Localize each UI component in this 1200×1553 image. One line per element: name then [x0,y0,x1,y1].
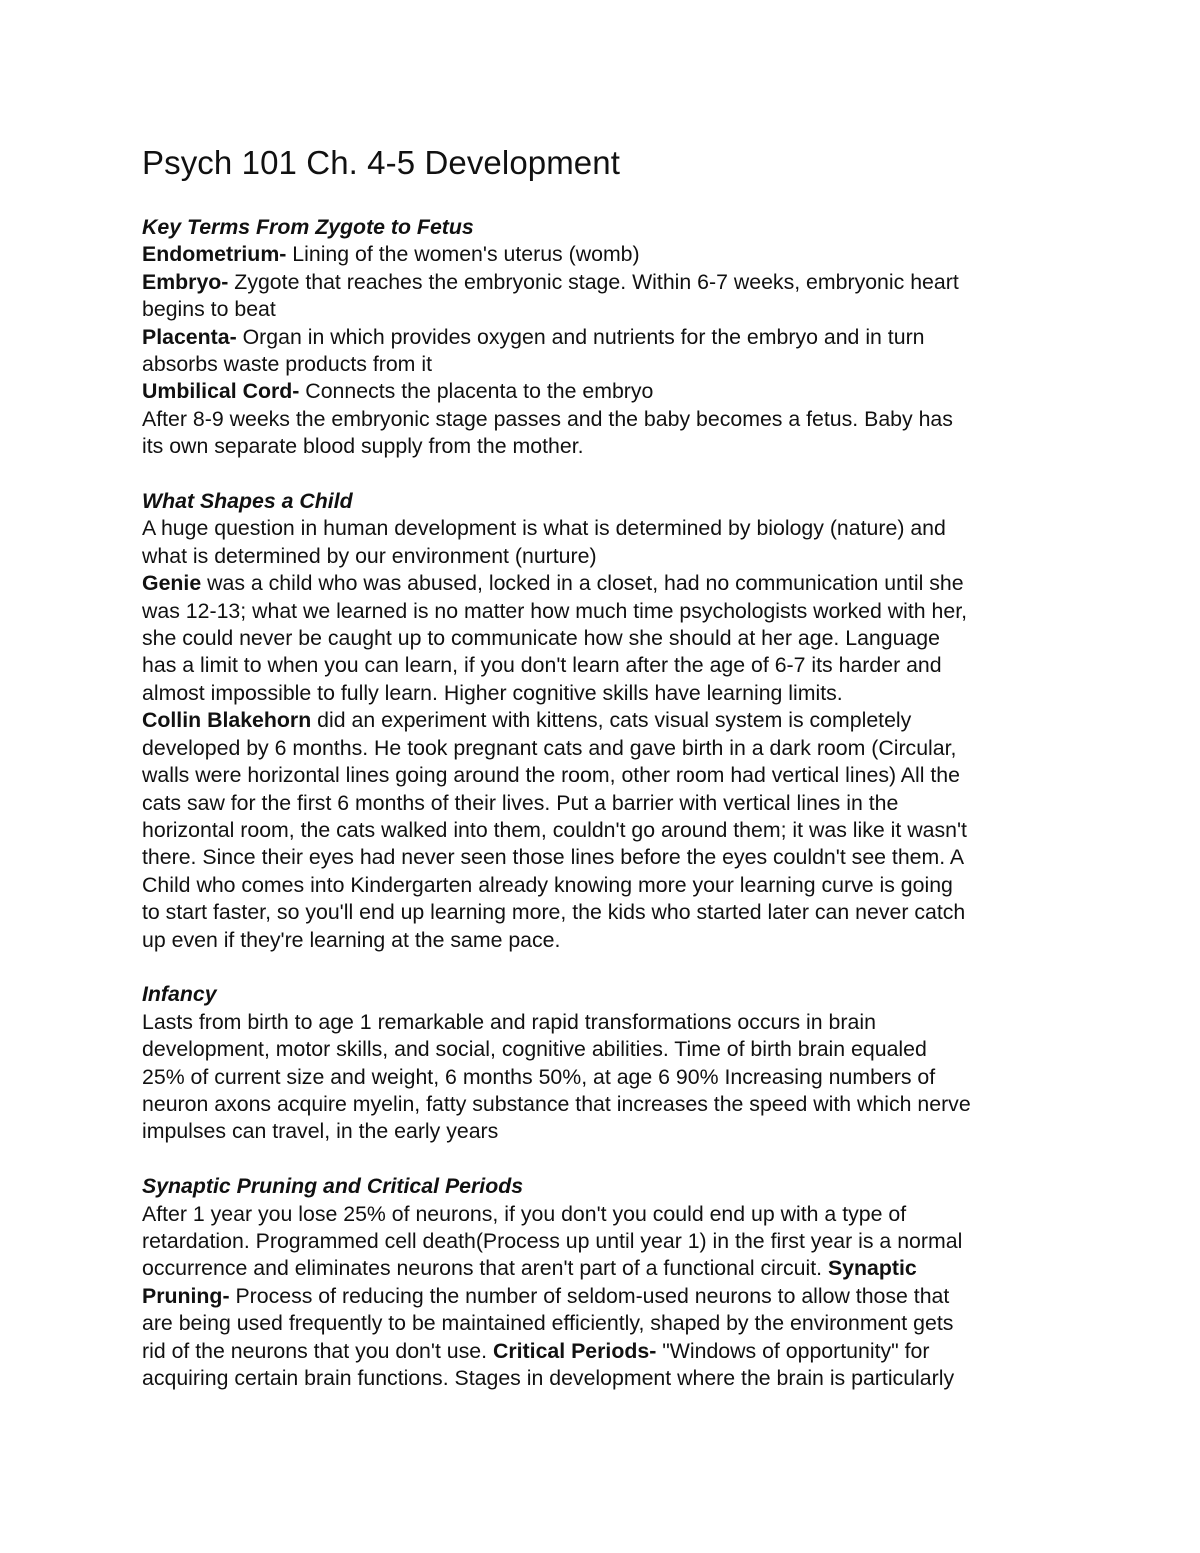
text-line [142,1228,1067,1255]
text-run: development, motor skills, and social, cognitive abilities. Time of birth brain equaled [142,1037,927,1062]
section-heading: Synaptic Pruning and Critical Periods [142,1174,524,1199]
text-run: was 12-13; what we learned is no matter how much time psychologists worked with her, [142,598,968,623]
term-label: Umbilical Cord- [142,379,300,404]
text-line [142,790,1067,817]
text-line [142,735,1067,762]
text-line [142,1338,1067,1365]
document-title: Psych 101 Ch. 4-5 Development [142,144,620,181]
text-run: absorbs waste products from it [142,352,432,377]
text-line [142,899,1067,926]
text-line [142,625,1067,652]
text-run: its own separate blood supply from the mother. [142,434,584,459]
text-run: retardation. Programmed cell death(Process up until year 1) in the first year is a normal [142,1228,963,1253]
section-heading: Infancy [142,982,217,1007]
text-line [142,872,1067,899]
paragraph-gap [142,1146,1067,1173]
document-page [142,140,1067,1392]
text-line [142,378,1067,405]
text-run: Child who comes into Kindergarten already knowing more your learning curve is going [142,872,953,897]
section-heading: What Shapes a Child [142,489,353,514]
text-line [142,1036,1067,1063]
text-line [142,1283,1067,1310]
text-run: rid of the neurons that you don't use. [142,1338,493,1363]
term-label: Genie [142,571,202,596]
text-line [142,1310,1067,1337]
text-run: A huge question in human development is what is determined by biology (nature) and [142,516,946,541]
text-line [142,296,1067,323]
text-run: Organ in which provides oxygen and nutrients for the embryo and in turn [236,324,925,349]
text-line [142,844,1067,871]
text-line [142,543,1067,570]
text-line [142,351,1067,378]
text-run: 25% of current size and weight, 6 months 50%, at age 6 90% Increasing numbers of [142,1064,936,1089]
text-line [142,598,1067,625]
text-run: Process of reducing the number of seldom-used neurons to allow those that [229,1283,950,1308]
text-run: up even if they're learning at the same pace. [142,927,561,952]
text-run: what is determined by our environment (nurture) [142,543,597,568]
term-label: Placenta- [142,324,237,349]
text-run: she could never be caught up to communicate how she should at her age. Language [142,626,940,651]
term-label: Pruning- [142,1283,230,1308]
term-label: Synaptic [827,1256,917,1281]
text-run: horizontal room, the cats walked into them, couldn't go around them; it was like it wasn't [142,817,967,842]
document-body [142,214,1067,1392]
text-run: After 1 year you lose 25% of neurons, if you don't you could end up with a type of [142,1201,907,1226]
paragraph-gap [142,461,1067,488]
term-label: Critical Periods- [492,1338,657,1363]
text-line [142,817,1067,844]
text-run: Connects the placenta to the embryo [299,379,654,404]
text-run: impulses can travel, in the early years [142,1119,499,1144]
text-run: to start faster, so you'll end up learning more, the kids who started later can never catch [142,900,966,925]
text-run: neuron axons acquire myelin, fatty substance that increases the speed with which nerve [142,1091,971,1116]
text-run: almost impossible to fully learn. Higher cognitive skills have learning limits. [142,680,843,705]
text-line [142,570,1067,597]
text-run: Lining of the women's uterus (womb) [286,242,640,267]
paragraph-gap [142,954,1067,981]
text-line [142,515,1067,542]
text-line [142,1118,1067,1145]
term-label: Collin Blakehorn [142,708,312,733]
text-run: has a limit to when you can learn, if you don't learn after the age of 6-7 its harder and [142,653,942,678]
text-run: cats saw for the first 6 months of their lives. Put a barrier with vertical lines in the [142,790,899,815]
text-line [142,680,1067,707]
text-line [142,762,1067,789]
text-run: Zygote that reaches the embryonic stage. Within 6-7 weeks, embryonic heart [228,269,959,294]
text-run: "Windows of opportunity" for [656,1338,930,1363]
text-line [142,927,1067,954]
text-run: walls were horizontal lines going around the room, other room had vertical lines) All the [142,763,960,788]
text-run: acquiring certain brain functions. Stages in development where the brain is particularly [142,1366,955,1391]
term-label: Embryo- [142,269,229,294]
text-line [142,1255,1067,1282]
text-line [142,1091,1067,1118]
text-run: begins to beat [142,297,276,322]
text-run: developed by 6 months. He took pregnant cats and gave birth in a dark room (Circular, [142,735,957,760]
text-line [142,707,1067,734]
text-line [142,1064,1067,1091]
text-run: there. Since their eyes had never seen those lines before the eyes couldn't see them. A [142,845,965,870]
text-run: Lasts from birth to age 1 remarkable and rapid transformations occurs in brain [142,1009,876,1034]
text-line [142,433,1067,460]
text-run: After 8-9 weeks the embryonic stage passes and the baby becomes a fetus. Baby has [142,406,953,431]
text-run: did an experiment with kittens, cats visual system is completely [311,708,912,733]
text-line [142,1365,1067,1392]
text-run: are being used frequently to be maintained efficiently, shaped by the environment gets [142,1311,954,1336]
text-line [142,269,1067,296]
section-heading: Key Terms From Zygote to Fetus [142,215,474,239]
text-line [142,652,1067,679]
text-line [142,1009,1067,1036]
text-line [142,1201,1067,1228]
text-run: was a child who was abused, locked in a closet, had no communication until she [201,571,964,596]
text-line [142,406,1067,433]
text-line [142,324,1067,351]
text-line [142,241,1067,268]
text-run: occurrence and eliminates neurons that aren't part of a functional circuit. [142,1256,828,1281]
term-label: Endometrium- [142,242,287,267]
